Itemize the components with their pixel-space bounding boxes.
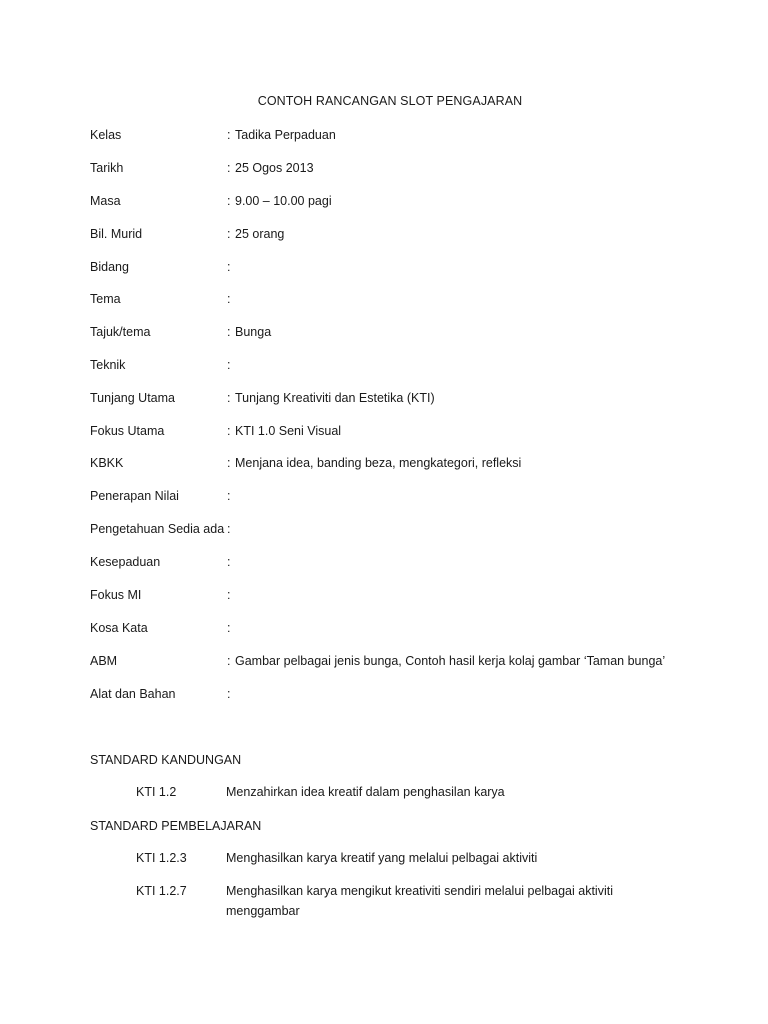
field-value: Tunjang Kreativiti dan Estetika (KTI) — [235, 391, 435, 405]
field-row-tema — [90, 290, 710, 308]
field-row-kosa-kata — [90, 619, 710, 637]
standard-code: KTI 1.2 — [136, 785, 177, 799]
standard-description: Menzahirkan idea kreatif dalam penghasilan karya — [226, 785, 505, 799]
field-row-tajuk-tema — [90, 323, 710, 341]
field-row-bidang — [90, 258, 710, 276]
field-label: Kesepaduan — [90, 555, 161, 569]
field-row-alat-dan-bahan — [90, 685, 710, 703]
field-row-pengetahuan-sedia-ada — [90, 520, 710, 538]
field-separator: : — [227, 260, 231, 274]
field-value: Gambar pelbagai jenis bunga, Contoh hasil kerja kolaj gambar ‘Taman bunga’ — [235, 654, 666, 668]
field-label: KBKK — [90, 456, 124, 470]
standard-description: Menghasilkan karya mengikut kreativiti sendiri melalui pelbagai aktiviti menggambar — [226, 884, 613, 918]
field-separator: : — [227, 555, 231, 569]
field-label: Pengetahuan Sedia ada — [90, 522, 225, 536]
field-separator: : — [227, 654, 231, 668]
field-row-kbkk — [90, 454, 710, 472]
field-separator: : — [227, 227, 231, 241]
field-separator: : — [227, 161, 231, 175]
field-separator: : — [227, 489, 231, 503]
field-row-fokus-utama — [90, 422, 710, 440]
field-value: Tadika Perpaduan — [235, 128, 336, 142]
field-value: 25 Ogos 2013 — [235, 161, 314, 175]
field-separator: : — [227, 358, 231, 372]
field-separator: : — [227, 588, 231, 602]
field-value: Bunga — [235, 325, 272, 339]
field-label: Masa — [90, 194, 121, 208]
field-value: 25 orang — [235, 227, 285, 241]
field-label: Tarikh — [90, 161, 124, 175]
field-label: Fokus Utama — [90, 424, 165, 438]
field-label: ABM — [90, 654, 118, 668]
field-separator: : — [227, 325, 231, 339]
field-row-bil-murid — [90, 225, 710, 243]
field-row-masa — [90, 192, 710, 210]
field-label: Bil. Murid — [90, 227, 143, 241]
field-label: Kelas — [90, 128, 122, 142]
field-label: Tema — [90, 292, 121, 306]
field-separator: : — [227, 621, 231, 635]
field-row-abm — [90, 652, 710, 670]
field-label: Tajuk/tema — [90, 325, 151, 339]
field-row-tunjang-utama — [90, 389, 710, 407]
field-value: 9.00 – 10.00 pagi — [235, 194, 332, 208]
field-label: Teknik — [90, 358, 126, 372]
field-separator: : — [227, 522, 231, 536]
field-value: Menjana idea, banding beza, mengkategori, refleksi — [235, 456, 522, 470]
field-label: Alat dan Bahan — [90, 687, 176, 701]
field-label: Fokus MI — [90, 588, 142, 602]
field-label: Bidang — [90, 260, 129, 274]
field-row-kelas — [90, 126, 710, 144]
standard-description: Menghasilkan karya kreatif yang melalui pelbagai aktiviti — [226, 851, 538, 865]
field-row-tarikh — [90, 159, 710, 177]
field-row-teknik — [90, 356, 710, 374]
field-separator: : — [227, 292, 231, 306]
field-row-kesepaduan — [90, 553, 710, 571]
field-label: Tunjang Utama — [90, 391, 175, 405]
field-label: Penerapan Nilai — [90, 489, 179, 503]
field-separator: : — [227, 391, 231, 405]
field-separator: : — [227, 424, 231, 438]
field-separator: : — [227, 687, 231, 701]
standard-pembelajaran-heading: STANDARD PEMBELAJARAN — [90, 819, 262, 833]
standard-code: KTI 1.2.7 — [136, 884, 187, 898]
field-row-fokus-mi — [90, 586, 710, 604]
field-label: Kosa Kata — [90, 621, 148, 635]
standard-code: KTI 1.2.3 — [136, 851, 187, 865]
field-separator: : — [227, 194, 231, 208]
standard-kandungan-heading: STANDARD KANDUNGAN — [90, 753, 242, 767]
field-row-penerapan-nilai — [90, 487, 710, 505]
page-title: CONTOH RANCANGAN SLOT PENGAJARAN — [257, 94, 523, 108]
field-separator: : — [227, 128, 231, 142]
field-separator: : — [227, 456, 231, 470]
field-value: KTI 1.0 Seni Visual — [235, 424, 342, 438]
